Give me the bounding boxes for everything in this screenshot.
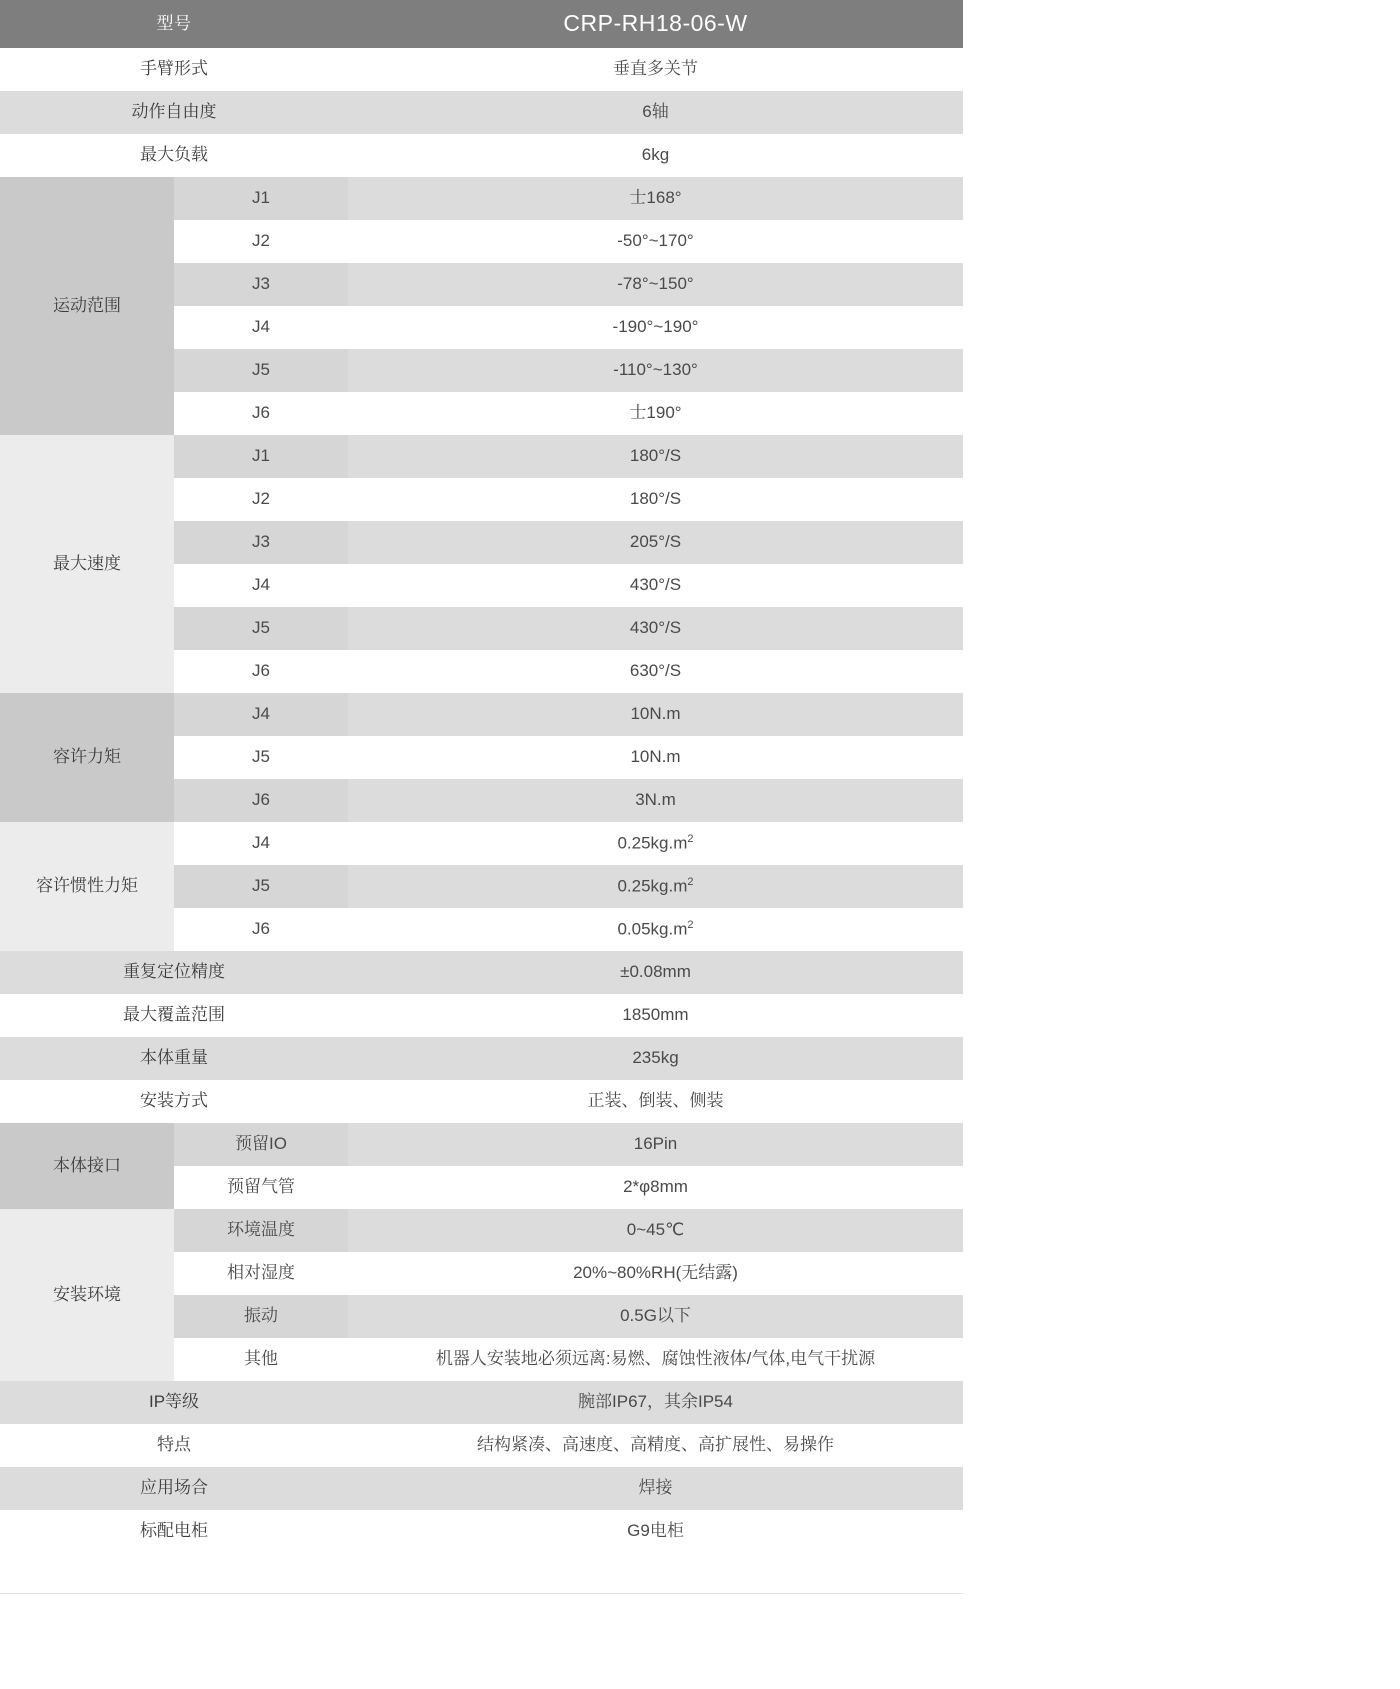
row-sub-motion-range-j2: J2 bbox=[174, 220, 348, 263]
row-label-payload: 最大负载 bbox=[0, 134, 348, 177]
row-value-reserved-io: 16Pin bbox=[348, 1123, 963, 1166]
row-sub-allowable-torque-j6: J6 bbox=[174, 779, 348, 822]
table-row bbox=[0, 1424, 963, 1467]
row-value-reserved-air-tube: 2*φ8mm bbox=[348, 1166, 963, 1209]
row-sub-motion-range-j3: J3 bbox=[174, 263, 348, 306]
table-row bbox=[0, 435, 963, 478]
table-row bbox=[0, 134, 963, 177]
row-value-mounting: 正装、倒装、侧装 bbox=[348, 1080, 963, 1123]
row-label-ip-rating: IP等级 bbox=[0, 1381, 348, 1424]
row-label-application: 应用场合 bbox=[0, 1467, 348, 1510]
row-value-payload: 6kg bbox=[348, 134, 963, 177]
row-value-ambient-temperature: 0~45℃ bbox=[348, 1209, 963, 1252]
row-value-allowable-torque-j4: 10N.m bbox=[348, 693, 963, 736]
row-sub-other: 其他 bbox=[174, 1338, 348, 1381]
row-sub-max-speed-j6: J6 bbox=[174, 650, 348, 693]
table-row bbox=[0, 693, 963, 736]
value-text: 0.05kg.m bbox=[617, 919, 688, 939]
row-value-arm-form: 垂直多关节 bbox=[348, 48, 963, 91]
row-group-max-speed: 最大速度 bbox=[0, 435, 174, 693]
table-row bbox=[0, 48, 963, 91]
row-sub-motion-range-j1: J1 bbox=[174, 177, 348, 220]
row-sub-max-speed-j5: J5 bbox=[174, 607, 348, 650]
row-label-repeatability: 重复定位精度 bbox=[0, 951, 348, 994]
row-label-arm-form: 手臂形式 bbox=[0, 48, 348, 91]
row-label-mounting: 安装方式 bbox=[0, 1080, 348, 1123]
value-text: 0.25kg.m bbox=[617, 833, 688, 853]
value-text: 0.25kg.m bbox=[617, 876, 688, 896]
row-value-allowable-torque-j5: 10N.m bbox=[348, 736, 963, 779]
row-value-motion-range-j6: 士190° bbox=[348, 392, 963, 435]
row-value-motion-range-j3: -78°~150° bbox=[348, 263, 963, 306]
row-value-cabinet: G9电柜 bbox=[348, 1510, 963, 1553]
table-row bbox=[0, 1037, 963, 1080]
table-row bbox=[0, 177, 963, 220]
row-value-other: 机器人安装地必须远离:易燃、腐蚀性液体/气体,电气干扰源 bbox=[348, 1338, 963, 1381]
row-value-max-speed-j4: 430°/S bbox=[348, 564, 963, 607]
table-header-row bbox=[0, 0, 963, 48]
row-sub-max-speed-j1: J1 bbox=[174, 435, 348, 478]
table-row bbox=[0, 1381, 963, 1424]
row-label-dof: 动作自由度 bbox=[0, 91, 348, 134]
table-row bbox=[0, 1209, 963, 1252]
row-sub-motion-range-j6: J6 bbox=[174, 392, 348, 435]
value-superscript: 2 bbox=[687, 876, 694, 889]
row-sub-max-speed-j3: J3 bbox=[174, 521, 348, 564]
row-value-allowable-torque-j6: 3N.m bbox=[348, 779, 963, 822]
table-row bbox=[0, 1510, 963, 1553]
row-sub-reserved-air-tube: 预留气管 bbox=[174, 1166, 348, 1209]
row-value-allowable-inertia-j6 bbox=[348, 908, 963, 951]
row-group-install-environment: 安装环境 bbox=[0, 1209, 174, 1381]
row-value-max-speed-j1: 180°/S bbox=[348, 435, 963, 478]
header-label: 型号 bbox=[0, 0, 348, 48]
table-row bbox=[0, 1080, 963, 1123]
row-sub-max-speed-j2: J2 bbox=[174, 478, 348, 521]
row-value-relative-humidity: 20%~80%RH(无结露) bbox=[348, 1252, 963, 1295]
row-value-max-speed-j2: 180°/S bbox=[348, 478, 963, 521]
row-label-features: 特点 bbox=[0, 1424, 348, 1467]
row-value-features: 结构紧凑、高速度、高精度、高扩展性、易操作 bbox=[348, 1424, 963, 1467]
row-sub-allowable-inertia-j4: J4 bbox=[174, 822, 348, 865]
row-sub-max-speed-j4: J4 bbox=[174, 564, 348, 607]
row-value-application: 焊接 bbox=[348, 1467, 963, 1510]
row-group-motion-range: 运动范围 bbox=[0, 177, 174, 435]
table-row bbox=[0, 1467, 963, 1510]
value-superscript: 2 bbox=[687, 833, 694, 846]
table-row bbox=[0, 994, 963, 1037]
row-sub-relative-humidity: 相对湿度 bbox=[174, 1252, 348, 1295]
row-value-max-reach: 1850mm bbox=[348, 994, 963, 1037]
row-sub-allowable-torque-j4: J4 bbox=[174, 693, 348, 736]
row-value-motion-range-j2: -50°~170° bbox=[348, 220, 963, 263]
table-row bbox=[0, 1123, 963, 1166]
table-row bbox=[0, 951, 963, 994]
row-value-motion-range-j5: -110°~130° bbox=[348, 349, 963, 392]
table-row bbox=[0, 822, 963, 865]
row-label-max-reach: 最大覆盖范围 bbox=[0, 994, 348, 1037]
row-value-max-speed-j6: 630°/S bbox=[348, 650, 963, 693]
row-value-vibration: 0.5G以下 bbox=[348, 1295, 963, 1338]
row-value-dof: 6轴 bbox=[348, 91, 963, 134]
row-group-allowable-torque: 容许力矩 bbox=[0, 693, 174, 822]
table-row bbox=[0, 91, 963, 134]
row-value-motion-range-j1: 士168° bbox=[348, 177, 963, 220]
row-sub-allowable-inertia-j5: J5 bbox=[174, 865, 348, 908]
row-sub-vibration: 振动 bbox=[174, 1295, 348, 1338]
row-group-allowable-inertia: 容许惯性力矩 bbox=[0, 822, 174, 951]
row-value-weight: 235kg bbox=[348, 1037, 963, 1080]
row-group-body-interface: 本体接口 bbox=[0, 1123, 174, 1209]
row-value-ip-rating: 腕部IP67，其余IP54 bbox=[348, 1381, 963, 1424]
value-superscript: 2 bbox=[687, 919, 694, 932]
row-label-weight: 本体重量 bbox=[0, 1037, 348, 1080]
row-sub-ambient-temperature: 环境温度 bbox=[174, 1209, 348, 1252]
row-value-repeatability: ±0.08mm bbox=[348, 951, 963, 994]
row-sub-allowable-inertia-j6: J6 bbox=[174, 908, 348, 951]
header-model: CRP-RH18-06-W bbox=[348, 0, 963, 48]
row-sub-motion-range-j5: J5 bbox=[174, 349, 348, 392]
row-sub-allowable-torque-j5: J5 bbox=[174, 736, 348, 779]
row-value-max-speed-j5: 430°/S bbox=[348, 607, 963, 650]
row-value-max-speed-j3: 205°/S bbox=[348, 521, 963, 564]
row-sub-reserved-io: 预留IO bbox=[174, 1123, 348, 1166]
bottom-divider bbox=[0, 1593, 963, 1594]
row-sub-motion-range-j4: J4 bbox=[174, 306, 348, 349]
row-label-cabinet: 标配电柜 bbox=[0, 1510, 348, 1553]
row-value-motion-range-j4: -190°~190° bbox=[348, 306, 963, 349]
row-value-allowable-inertia-j4 bbox=[348, 822, 963, 865]
row-value-allowable-inertia-j5 bbox=[348, 865, 963, 908]
